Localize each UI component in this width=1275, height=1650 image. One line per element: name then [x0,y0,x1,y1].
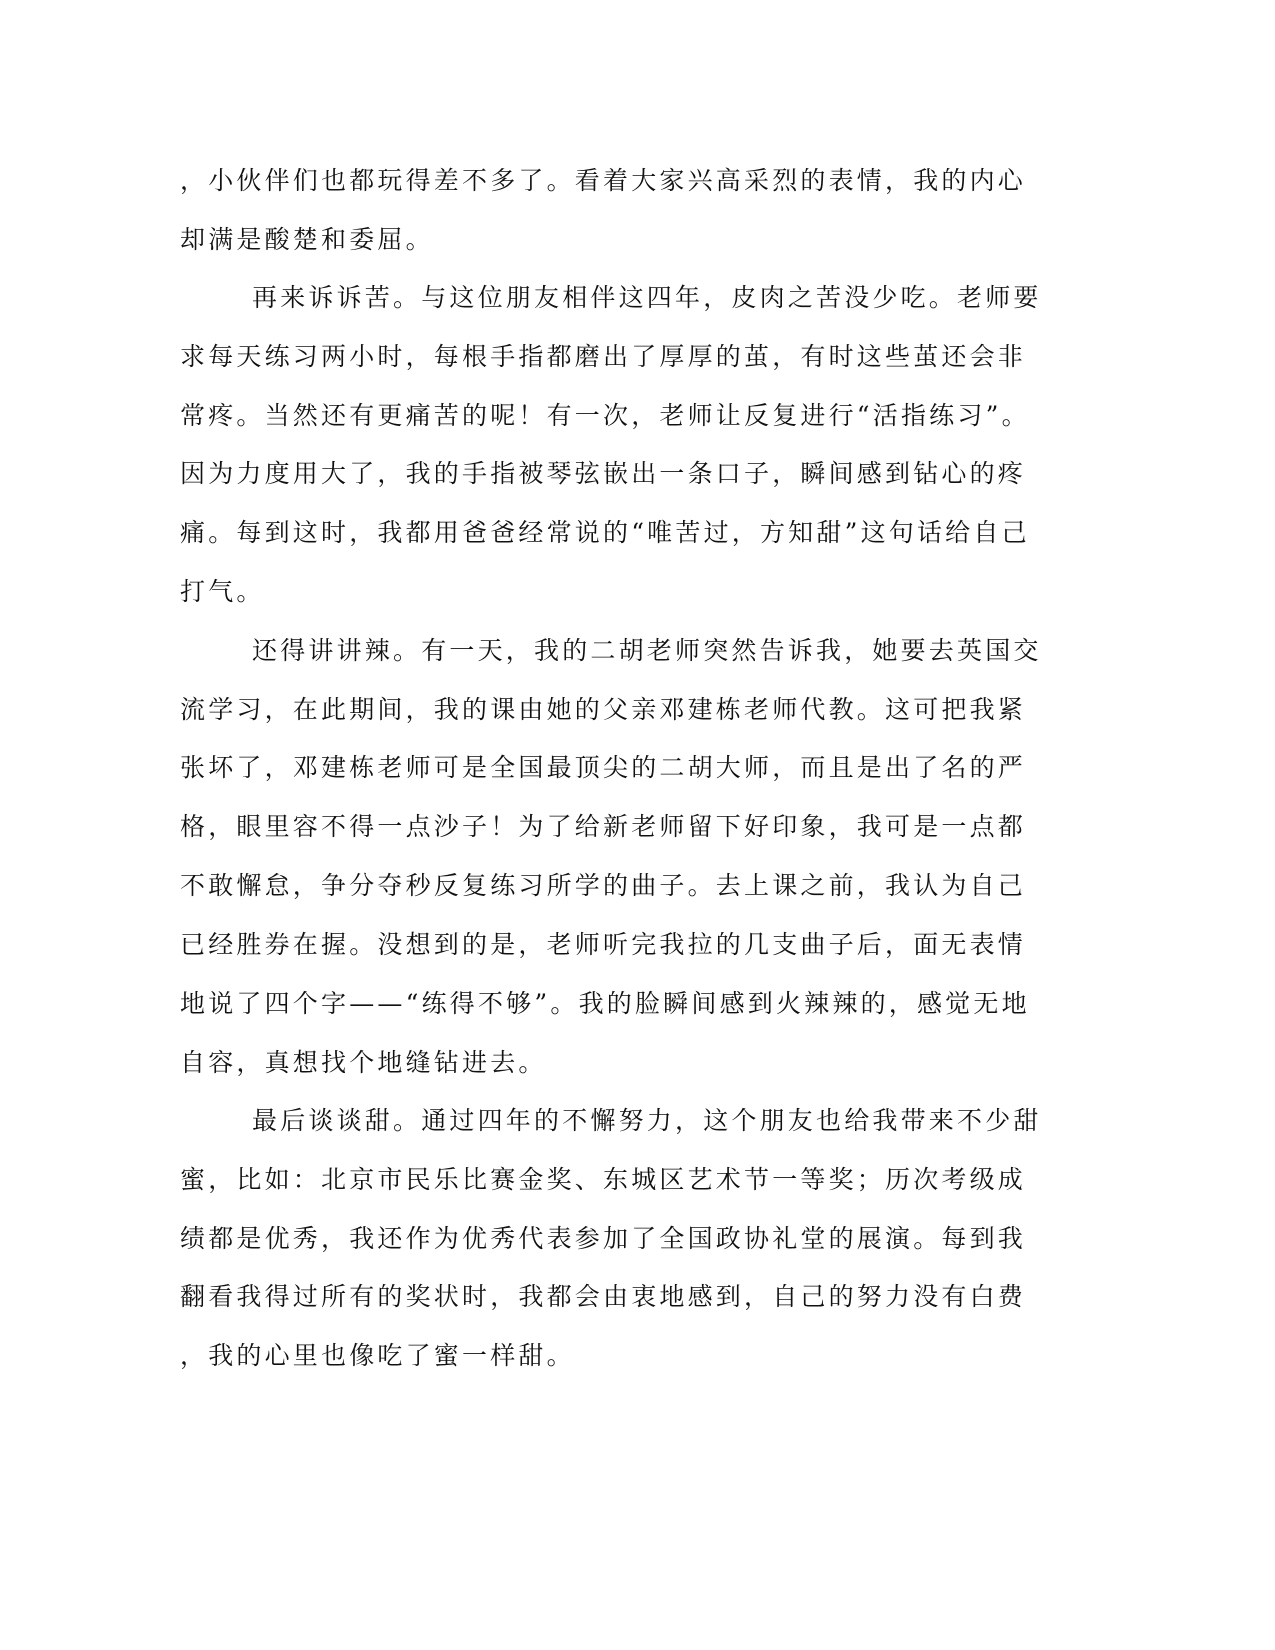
text-line: 求每天练习两小时，每根手指都磨出了厚厚的茧，有时这些茧还会非 [180,342,1027,371]
text-line: 常疼。当然还有更痛苦的呢！有一次，老师让反复进行“活指练习”。 [180,401,1030,430]
paragraph-start: 还得讲讲辣。有一天，我的二胡老师突然告诉我，她要去英国交 [252,636,1042,665]
text-line: 流学习，在此期间，我的课由她的父亲邓建栋老师代教。这可把我紧 [180,695,1027,724]
text-line: ，我的心里也像吃了蜜一样甜。 [180,1341,575,1370]
text-line: 打气。 [180,577,265,606]
text-line: 痛。每到这时，我都用爸爸经常说的“唯苦过，方知甜”这句话给自己 [180,518,1030,547]
text-line: 却满是酸楚和委屈。 [180,225,434,254]
text-line: ，小伙伴们也都玩得差不多了。看着大家兴高采烈的表情，我的内心 [180,166,1027,195]
paragraph-start: 再来诉诉苦。与这位朋友相伴这四年，皮肉之苦没少吃。老师要 [252,283,1042,312]
text-line: 张坏了，邓建栋老师可是全国最顶尖的二胡大师，而且是出了名的严 [180,753,1027,782]
text-line: 绩都是优秀，我还作为优秀代表参加了全国政协礼堂的展演。每到我 [180,1224,1027,1253]
text-line: 蜜，比如：北京市民乐比赛金奖、东城区艺术节一等奖；历次考级成 [180,1165,1027,1194]
text-line: 因为力度用大了，我的手指被琴弦嵌出一条口子，瞬间感到钻心的疼 [180,459,1027,488]
text-line: 已经胜券在握。没想到的是，老师听完我拉的几支曲子后，面无表情 [180,930,1027,959]
text-line: 不敢懈怠，争分夺秒反复练习所学的曲子。去上课之前，我认为自己 [180,871,1027,900]
text-line: 自容，真想找个地缝钻进去。 [180,1048,547,1077]
paragraph-start: 最后谈谈甜。通过四年的不懈努力，这个朋友也给我带来不少甜 [252,1106,1042,1135]
text-line: 地说了四个字——“练得不够”。我的脸瞬间感到火辣辣的，感觉无地 [180,989,1030,1018]
text-line: 翻看我得过所有的奖状时，我都会由衷地感到，自己的努力没有白费 [180,1282,1027,1311]
text-line: 格，眼里容不得一点沙子！为了给新老师留下好印象，我可是一点都 [180,812,1027,841]
